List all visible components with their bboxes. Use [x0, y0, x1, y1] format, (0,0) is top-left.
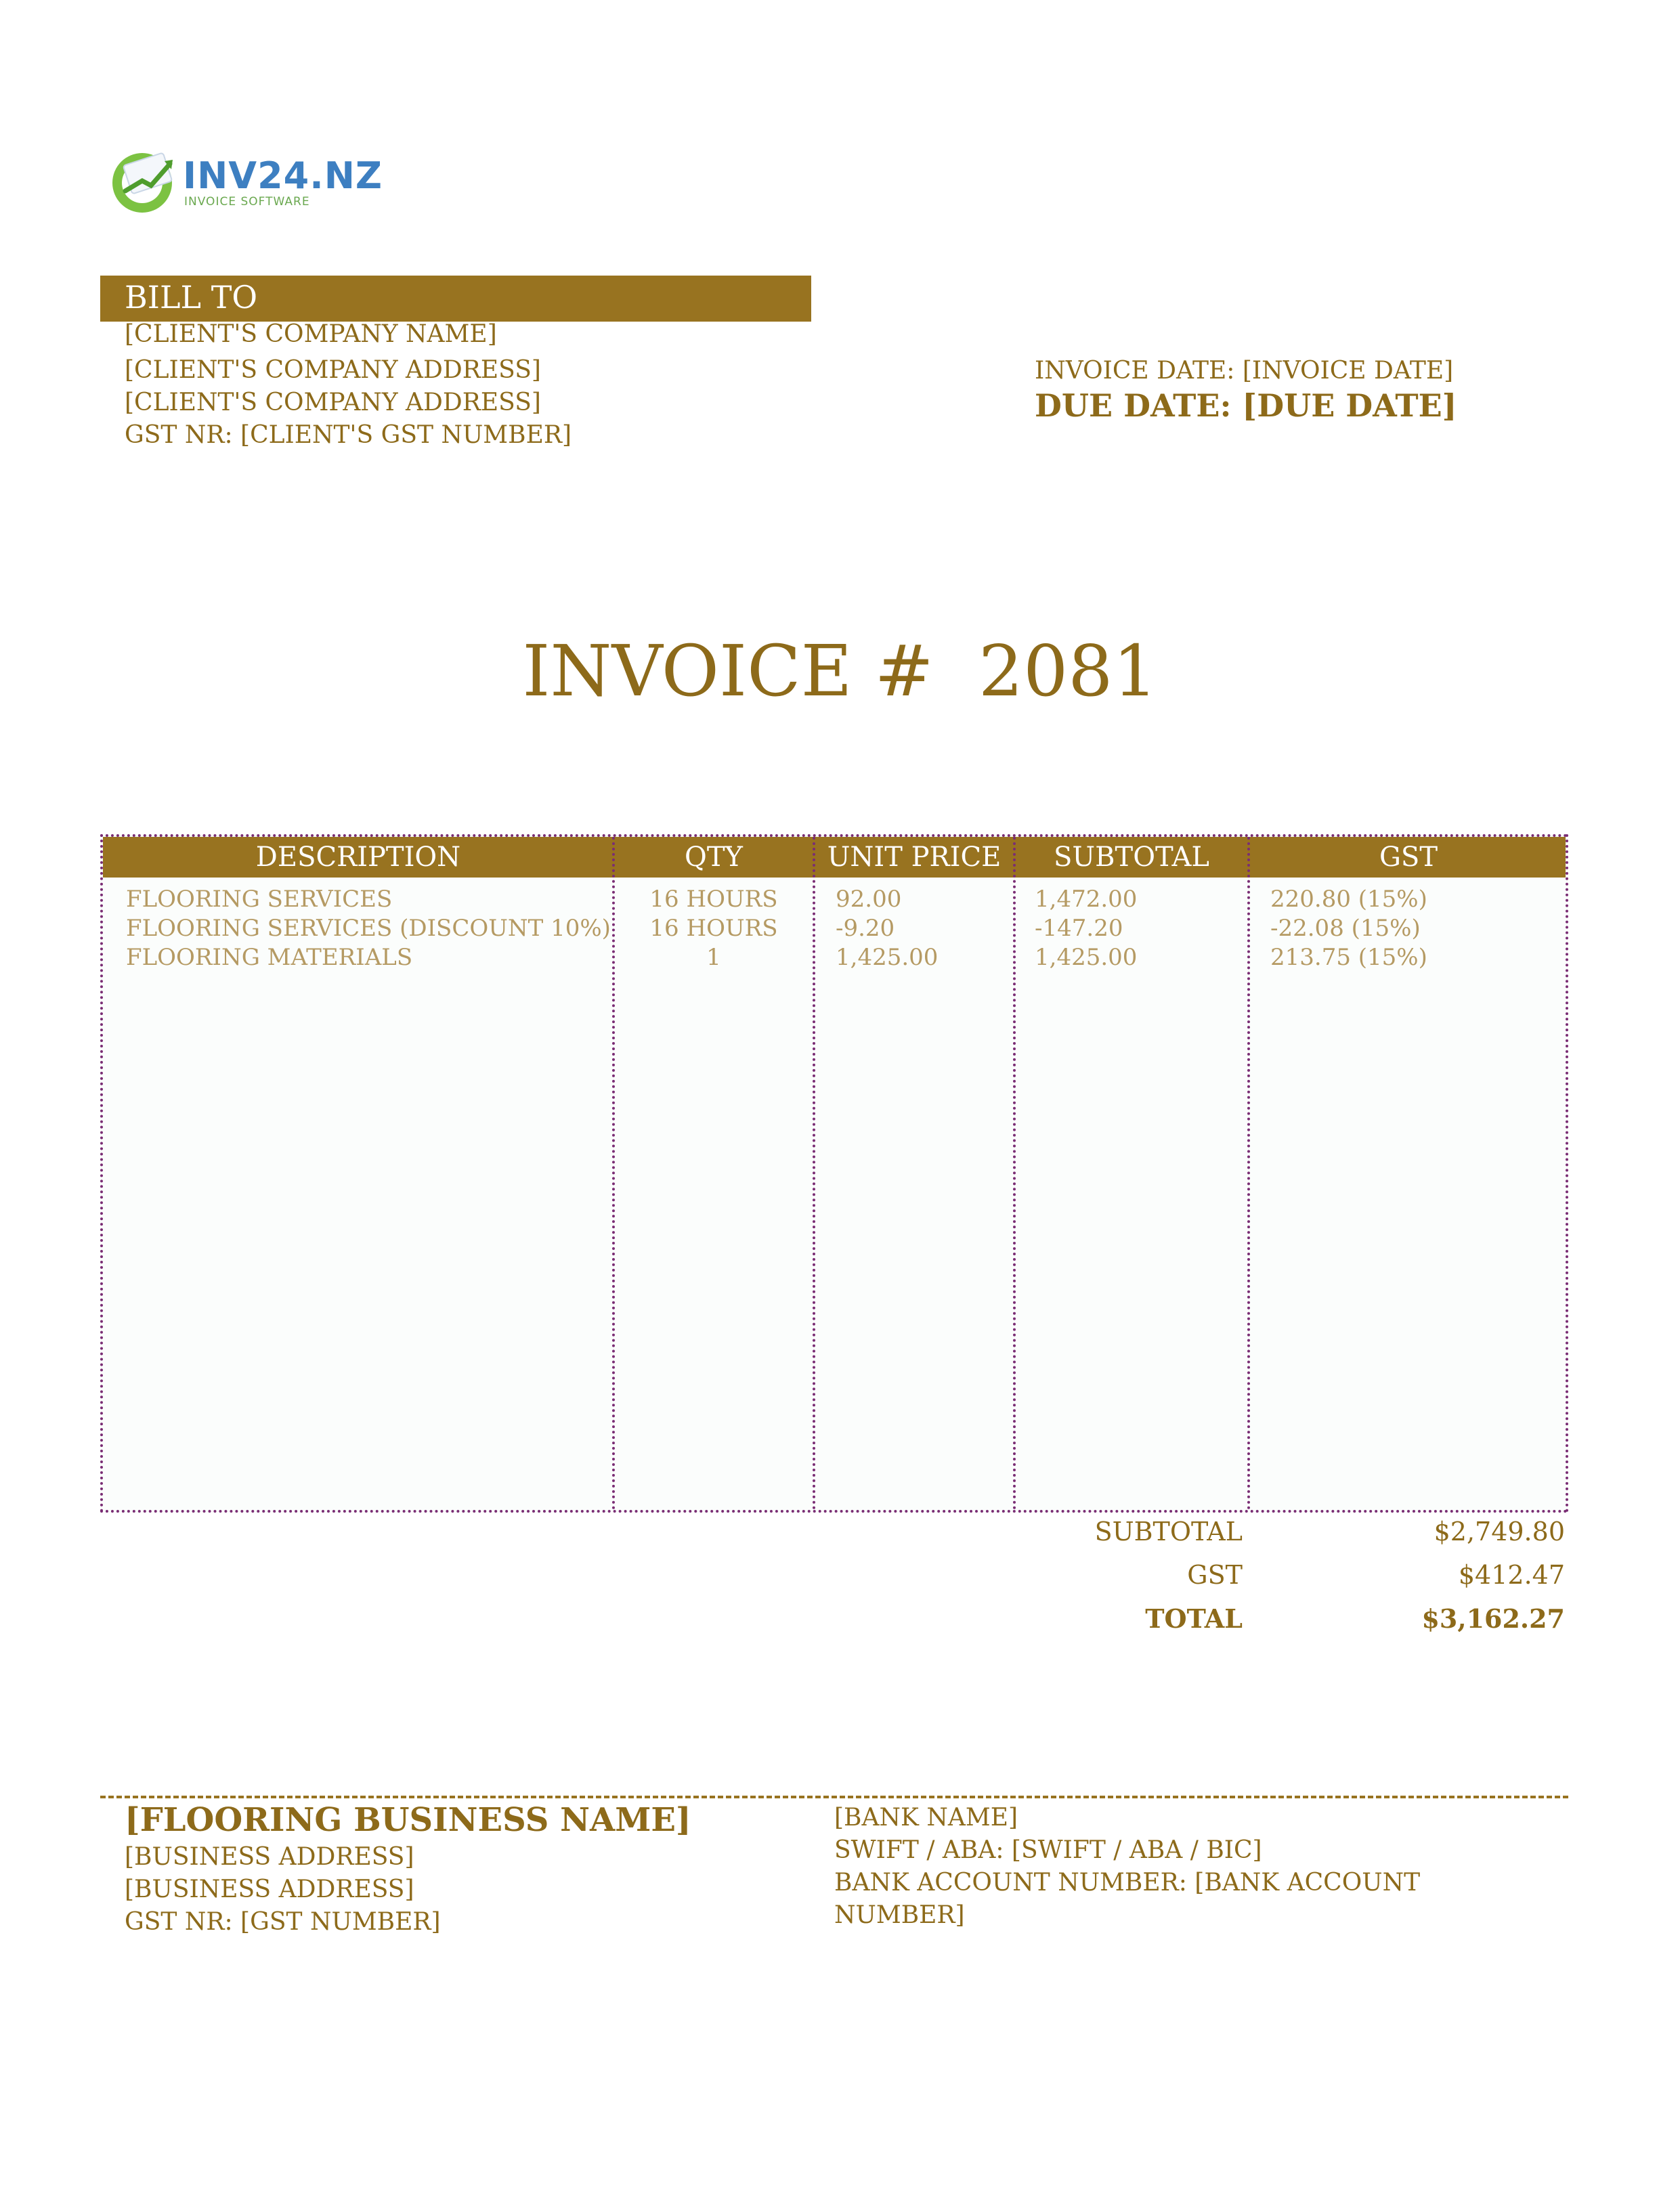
subtotal-value: $2,749.80	[1434, 1517, 1565, 1546]
gst-total-label: GST	[1187, 1560, 1243, 1590]
business-address-2: [BUSINESS ADDRESS]	[125, 1876, 414, 1903]
column-divider	[1247, 837, 1250, 1510]
row-subtotal: 1,425.00	[1035, 944, 1138, 971]
column-divider	[1013, 837, 1016, 1510]
row-unit-price: 1,425.00	[836, 944, 939, 971]
client-address-2: [CLIENT'S COMPANY ADDRESS]	[125, 389, 541, 416]
business-gst-number: GST NR: [GST NUMBER]	[125, 1908, 441, 1936]
row-subtotal: 1,472.00	[1035, 886, 1138, 913]
row-unit-price: 92.00	[836, 886, 902, 913]
client-address-1: [CLIENT'S COMPANY ADDRESS]	[125, 356, 541, 384]
client-company-name: [CLIENT'S COMPANY NAME]	[125, 320, 497, 348]
logo-mark-icon	[105, 144, 186, 218]
client-gst-number: GST NR: [CLIENT'S GST NUMBER]	[125, 421, 572, 449]
bank-name: [BANK NAME]	[834, 1804, 1018, 1832]
logo-brand-text: INV24.NZ	[183, 154, 383, 197]
table-header-row	[103, 837, 1566, 878]
row-unit-price: -9.20	[836, 915, 895, 942]
due-date: DUE DATE: [DUE DATE]	[1035, 387, 1457, 424]
row-description: FLOORING MATERIALS	[126, 944, 413, 971]
footer-divider	[100, 1796, 1568, 1798]
bank-swift: SWIFT / ABA: [SWIFT / ABA / BIC]	[834, 1836, 1262, 1864]
line-items-table	[100, 834, 1568, 1513]
column-header-gst: GST	[1379, 842, 1438, 873]
row-subtotal: -147.20	[1035, 915, 1123, 942]
bank-account-number: BANK ACCOUNT NUMBER: [BANK ACCOUNT	[834, 1869, 1421, 1897]
column-header-qty: QTY	[685, 842, 743, 873]
row-qty: 16 HOURS	[649, 886, 778, 913]
row-gst: 213.75 (15%)	[1270, 944, 1427, 971]
gst-total-value: $412.47	[1458, 1560, 1565, 1590]
invoice-date: INVOICE DATE: [INVOICE DATE]	[1035, 357, 1454, 385]
business-address-1: [BUSINESS ADDRESS]	[125, 1843, 414, 1871]
bank-account-number-continued: NUMBER]	[834, 1901, 965, 1929]
subtotal-label: SUBTOTAL	[1094, 1517, 1243, 1546]
column-header-unit-price: UNIT PRICE	[827, 842, 1001, 873]
business-name: [FLOORING BUSINESS NAME]	[125, 1801, 691, 1839]
row-gst: -22.08 (15%)	[1270, 915, 1421, 942]
logo-tagline: INVOICE SOFTWARE	[184, 195, 310, 209]
row-gst: 220.80 (15%)	[1270, 886, 1427, 913]
row-qty: 16 HOURS	[649, 915, 778, 942]
total-label: TOTAL	[1145, 1603, 1243, 1634]
row-description: FLOORING SERVICES (DISCOUNT 10%)	[126, 915, 611, 942]
invoice-title: INVOICE # 2081	[522, 630, 1158, 712]
column-header-description: DESCRIPTION	[255, 842, 461, 873]
total-value: $3,162.27	[1421, 1603, 1565, 1634]
column-header-subtotal: SUBTOTAL	[1054, 842, 1209, 873]
row-qty: 1	[706, 944, 721, 971]
bill-to-title: BILL TO	[125, 279, 258, 316]
row-description: FLOORING SERVICES	[126, 886, 393, 913]
